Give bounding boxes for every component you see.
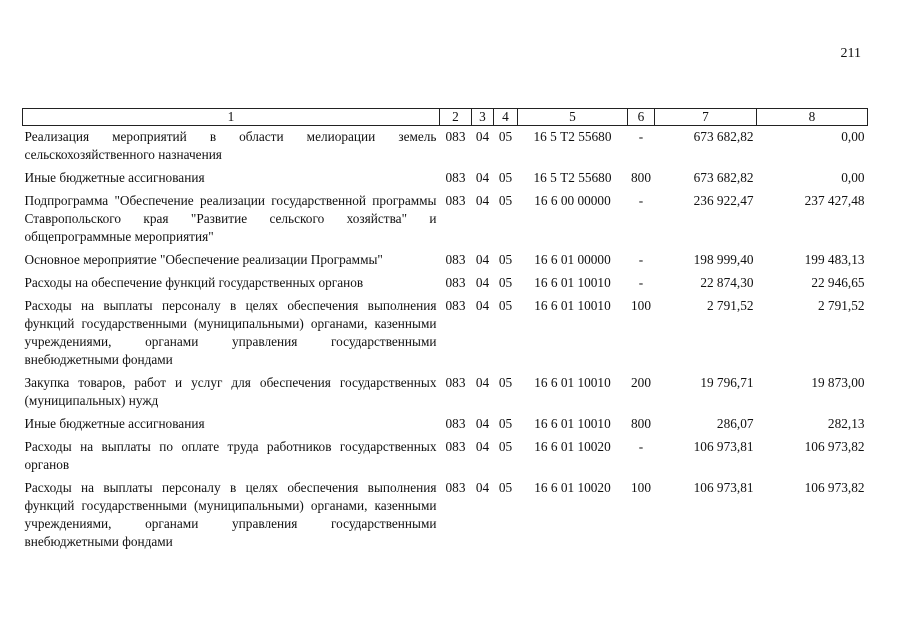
cell-target-article: 16 6 01 10010: [534, 375, 611, 390]
budget-table: [22, 108, 868, 551]
cell-expense-type: 100: [631, 480, 651, 495]
cell-subsection: 05: [498, 416, 513, 431]
cell-section: 04: [475, 298, 490, 313]
cell-section: 04: [475, 439, 490, 454]
cell-amount-1: 673 682,82: [693, 170, 754, 185]
cell-expense-type: 200: [631, 375, 651, 390]
cell-section: 04: [475, 252, 490, 267]
cell-section: 04: [475, 480, 490, 495]
header-cell: 3: [472, 109, 494, 126]
cell-amount-2: 22 946,65: [811, 275, 865, 290]
cell-ministry: 083: [445, 298, 466, 313]
cell-section: 04: [475, 170, 490, 185]
row-name: Расходы на обеспечение функций государственных органов: [24, 275, 364, 290]
table-row: [23, 474, 868, 551]
cell-subsection: 05: [498, 298, 513, 313]
row-name: Реализация мероприятий в области мелиорации земель сельскохозяйственного назначения: [24, 129, 437, 162]
header-cell: 5: [518, 109, 628, 126]
cell-ministry: 083: [445, 275, 466, 290]
cell-target-article: 16 5 Т2 55680: [533, 170, 612, 185]
cell-target-article: 16 6 01 10010: [534, 275, 611, 290]
row-name: Подпрограмма "Обеспечение реализации государственной программы Ставропольского края "Развитие сельского хозяйства" и общепрограммные мероприятия": [24, 193, 437, 244]
cell-subsection: 05: [498, 193, 513, 208]
cell-ministry: 083: [445, 480, 466, 495]
header-cell: 4: [494, 109, 518, 126]
row-name: Основное мероприятие "Обеспечение реализации Программы": [24, 252, 383, 267]
cell-ministry: 083: [445, 375, 466, 390]
cell-target-article: 16 5 Т2 55680: [533, 129, 612, 144]
cell-amount-1: 198 999,40: [693, 252, 754, 267]
cell-subsection: 05: [498, 480, 513, 495]
cell-amount-1: 2 791,52: [706, 298, 754, 313]
cell-amount-1: 673 682,82: [693, 129, 754, 144]
table-row: [23, 369, 868, 410]
cell-subsection: 05: [498, 170, 513, 185]
cell-ministry: 083: [445, 193, 466, 208]
page-number: 211: [840, 46, 861, 61]
cell-amount-2: 0,00: [841, 129, 865, 144]
cell-target-article: 16 6 01 10020: [534, 439, 611, 454]
cell-section: 04: [475, 193, 490, 208]
row-name: Расходы на выплаты по оплате труда работников государственных органов: [24, 439, 437, 472]
cell-section: 04: [475, 275, 490, 290]
cell-expense-type: 800: [631, 416, 651, 431]
cell-ministry: 083: [445, 170, 466, 185]
row-name: Иные бюджетные ассигнования: [24, 170, 205, 185]
row-name: Закупка товаров, работ и услуг для обеспечения государственных (муниципальных) нужд: [24, 375, 437, 408]
table-row: [23, 164, 868, 187]
cell-section: 04: [475, 375, 490, 390]
cell-target-article: 16 6 01 10010: [534, 298, 611, 313]
header-cell: 8: [757, 109, 868, 126]
cell-ministry: 083: [445, 439, 466, 454]
cell-amount-2: 199 483,13: [804, 252, 865, 267]
cell-expense-type: 100: [631, 298, 651, 313]
cell-expense-type: -: [638, 275, 644, 290]
cell-amount-1: 106 973,81: [693, 480, 754, 495]
cell-target-article: 16 6 01 00000: [534, 252, 611, 267]
cell-subsection: 05: [498, 129, 513, 144]
table-row: [23, 246, 868, 269]
row-name: Расходы на выплаты персоналу в целях обеспечения выполнения функций государственными (муниципальными) органами, казенными учреждениями, органами управления государственными внебюджетными фондами: [24, 480, 437, 549]
table-row: [23, 126, 868, 165]
cell-expense-type: -: [638, 193, 644, 208]
cell-amount-1: 106 973,81: [693, 439, 754, 454]
cell-expense-type: -: [638, 129, 644, 144]
cell-subsection: 05: [498, 375, 513, 390]
cell-subsection: 05: [498, 252, 513, 267]
cell-amount-2: 282,13: [827, 416, 865, 431]
cell-target-article: 16 6 00 00000: [534, 193, 611, 208]
cell-ministry: 083: [445, 252, 466, 267]
table-row: [23, 269, 868, 292]
header-cell: 6: [628, 109, 655, 126]
table-row: [23, 410, 868, 433]
cell-amount-2: 106 973,82: [804, 439, 865, 454]
cell-amount-1: 22 874,30: [700, 275, 754, 290]
cell-expense-type: -: [638, 252, 644, 267]
header-cell: 7: [655, 109, 757, 126]
cell-amount-2: 237 427,48: [804, 193, 865, 208]
cell-target-article: 16 6 01 10010: [534, 416, 611, 431]
cell-amount-1: 286,07: [716, 416, 754, 431]
cell-section: 04: [475, 129, 490, 144]
cell-subsection: 05: [498, 275, 513, 290]
header-cell: 2: [440, 109, 472, 126]
cell-amount-2: 19 873,00: [811, 375, 865, 390]
table-row: [23, 187, 868, 246]
cell-amount-1: 236 922,47: [693, 193, 754, 208]
cell-expense-type: -: [638, 439, 644, 454]
cell-ministry: 083: [445, 416, 466, 431]
cell-ministry: 083: [445, 129, 466, 144]
cell-section: 04: [475, 416, 490, 431]
row-name: Расходы на выплаты персоналу в целях обеспечения выполнения функций государственными (муниципальными) органами, казенными учреждениями, органами управления государственными внебюджетными фондами: [24, 298, 437, 367]
cell-amount-1: 19 796,71: [700, 375, 754, 390]
cell-amount-2: 106 973,82: [804, 480, 865, 495]
header-cell: 1: [23, 109, 440, 126]
cell-amount-2: 0,00: [841, 170, 865, 185]
row-name: Иные бюджетные ассигнования: [24, 416, 205, 431]
header-row: [23, 109, 868, 126]
table-row: [23, 292, 868, 369]
cell-expense-type: 800: [631, 170, 651, 185]
cell-amount-2: 2 791,52: [817, 298, 865, 313]
cell-subsection: 05: [498, 439, 513, 454]
cell-target-article: 16 6 01 10020: [534, 480, 611, 495]
table-row: [23, 433, 868, 474]
